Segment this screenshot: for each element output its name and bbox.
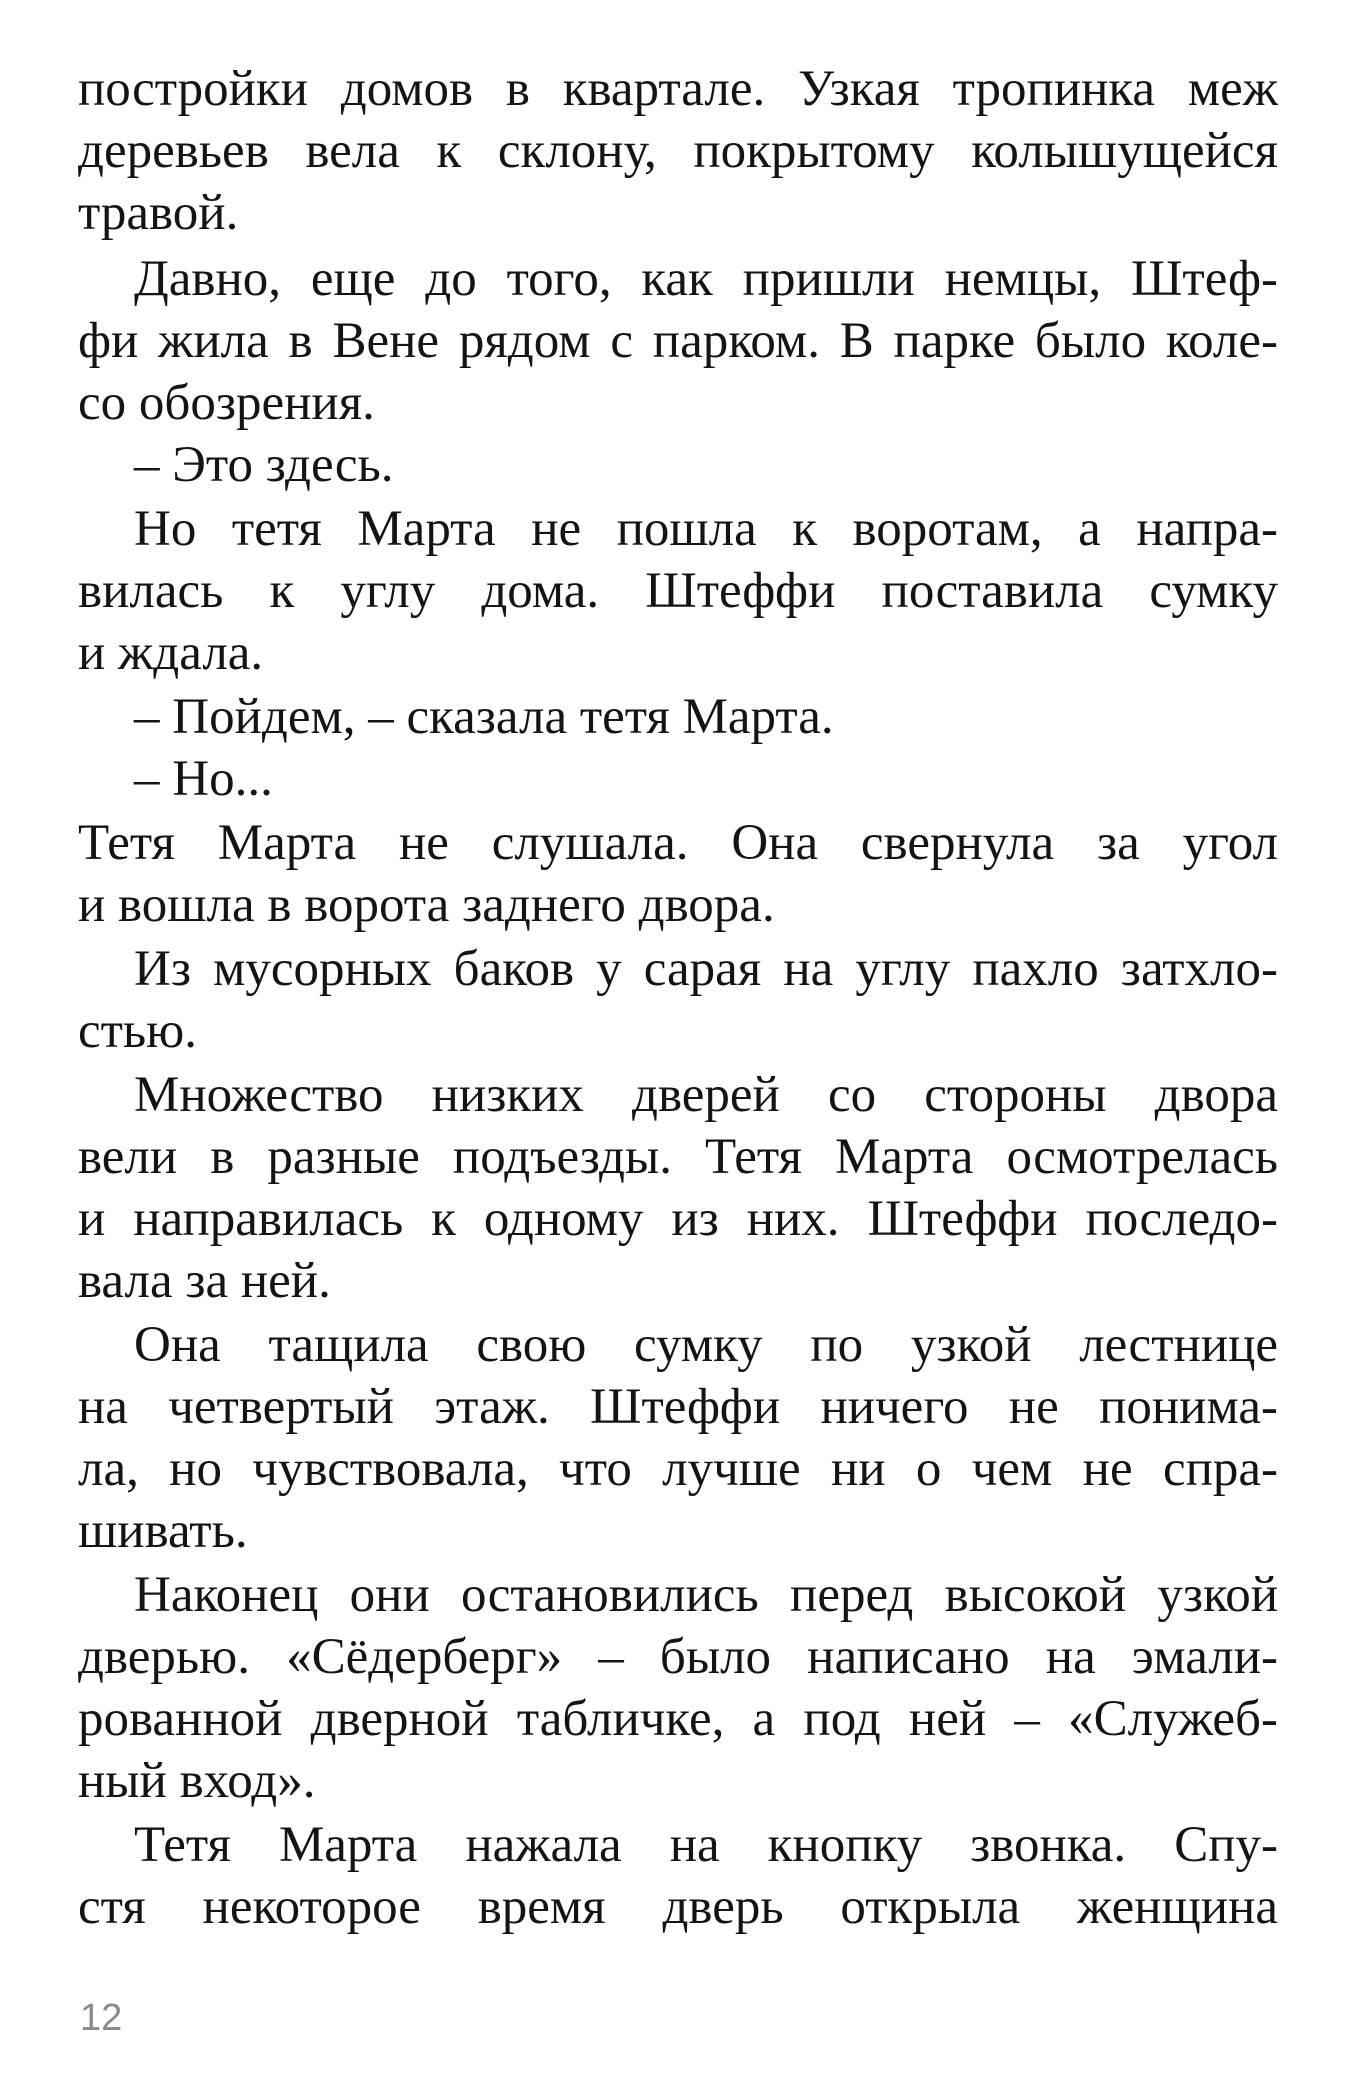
paragraph-first-line: Множество низких дверей со стороны двора — [134, 1067, 1278, 1123]
text-line: деревьев вела к склону, покрытому колышущейся — [78, 123, 1278, 179]
text-line: рованной дверной табличке, а под ней – «Служеб- — [78, 1691, 1278, 1747]
text-line: и направилась к одному из них. Штеффи последо- — [78, 1191, 1278, 1247]
text-line: и вошла в ворота заднего двора. — [78, 877, 775, 933]
paragraph-first-line: Давно, еще до того, как пришли немцы, Штеф- — [134, 251, 1278, 307]
text-line: ла, но чувствовала, что лучше ни о чем не спра- — [78, 1441, 1278, 1497]
text-line: на четвертый этаж. Штеффи ничего не понима- — [78, 1379, 1278, 1435]
paragraph-first-line: Из мусорных баков у сарая на углу пахло затхло- — [134, 941, 1278, 997]
paragraph-first-line: Но тетя Марта не пошла к воротам, а напра- — [134, 501, 1278, 557]
dialogue-line: – Пойдем, – сказала тетя Марта. — [134, 689, 834, 745]
text-line: стя некоторое время дверь открыла женщина — [78, 1879, 1278, 1935]
text-line: стью. — [78, 1003, 198, 1059]
text-line: со обозрения. — [78, 375, 375, 431]
text-line: вели в разные подъезды. Тетя Марта осмотрелась — [78, 1129, 1278, 1185]
dialogue-line: – Это здесь. — [134, 437, 394, 493]
text-line: травой. — [78, 185, 239, 241]
text-line: шивать. — [78, 1503, 248, 1559]
page-number: 12 — [80, 1997, 123, 2039]
text-line: ный вход». — [78, 1753, 316, 1809]
dialogue-line: – Но... — [134, 751, 273, 807]
paragraph-first-line: Наконец они остановились перед высокой узкой — [134, 1567, 1278, 1623]
text-line: фи жила в Вене рядом с парком. В парке было коле- — [78, 313, 1278, 369]
paragraph-first-line: Тетя Марта нажала на кнопку звонка. Спу- — [134, 1817, 1278, 1873]
paragraph-first-line: Она тащила свою сумку по узкой лестнице — [134, 1317, 1278, 1373]
text-line: постройки домов в квартале. Узкая тропинка меж — [78, 61, 1278, 117]
text-line: и ждала. — [78, 625, 264, 681]
text-line: вилась к углу дома. Штеффи поставила сумку — [78, 563, 1278, 619]
text-line: вала за ней. — [78, 1253, 331, 1309]
paragraph-first-line: Тетя Марта не слушала. Она свернула за угол — [78, 815, 1278, 871]
book-page — [78, 58, 1278, 2008]
text-line: дверью. «Сёдерберг» – было написано на эмали- — [78, 1629, 1278, 1685]
